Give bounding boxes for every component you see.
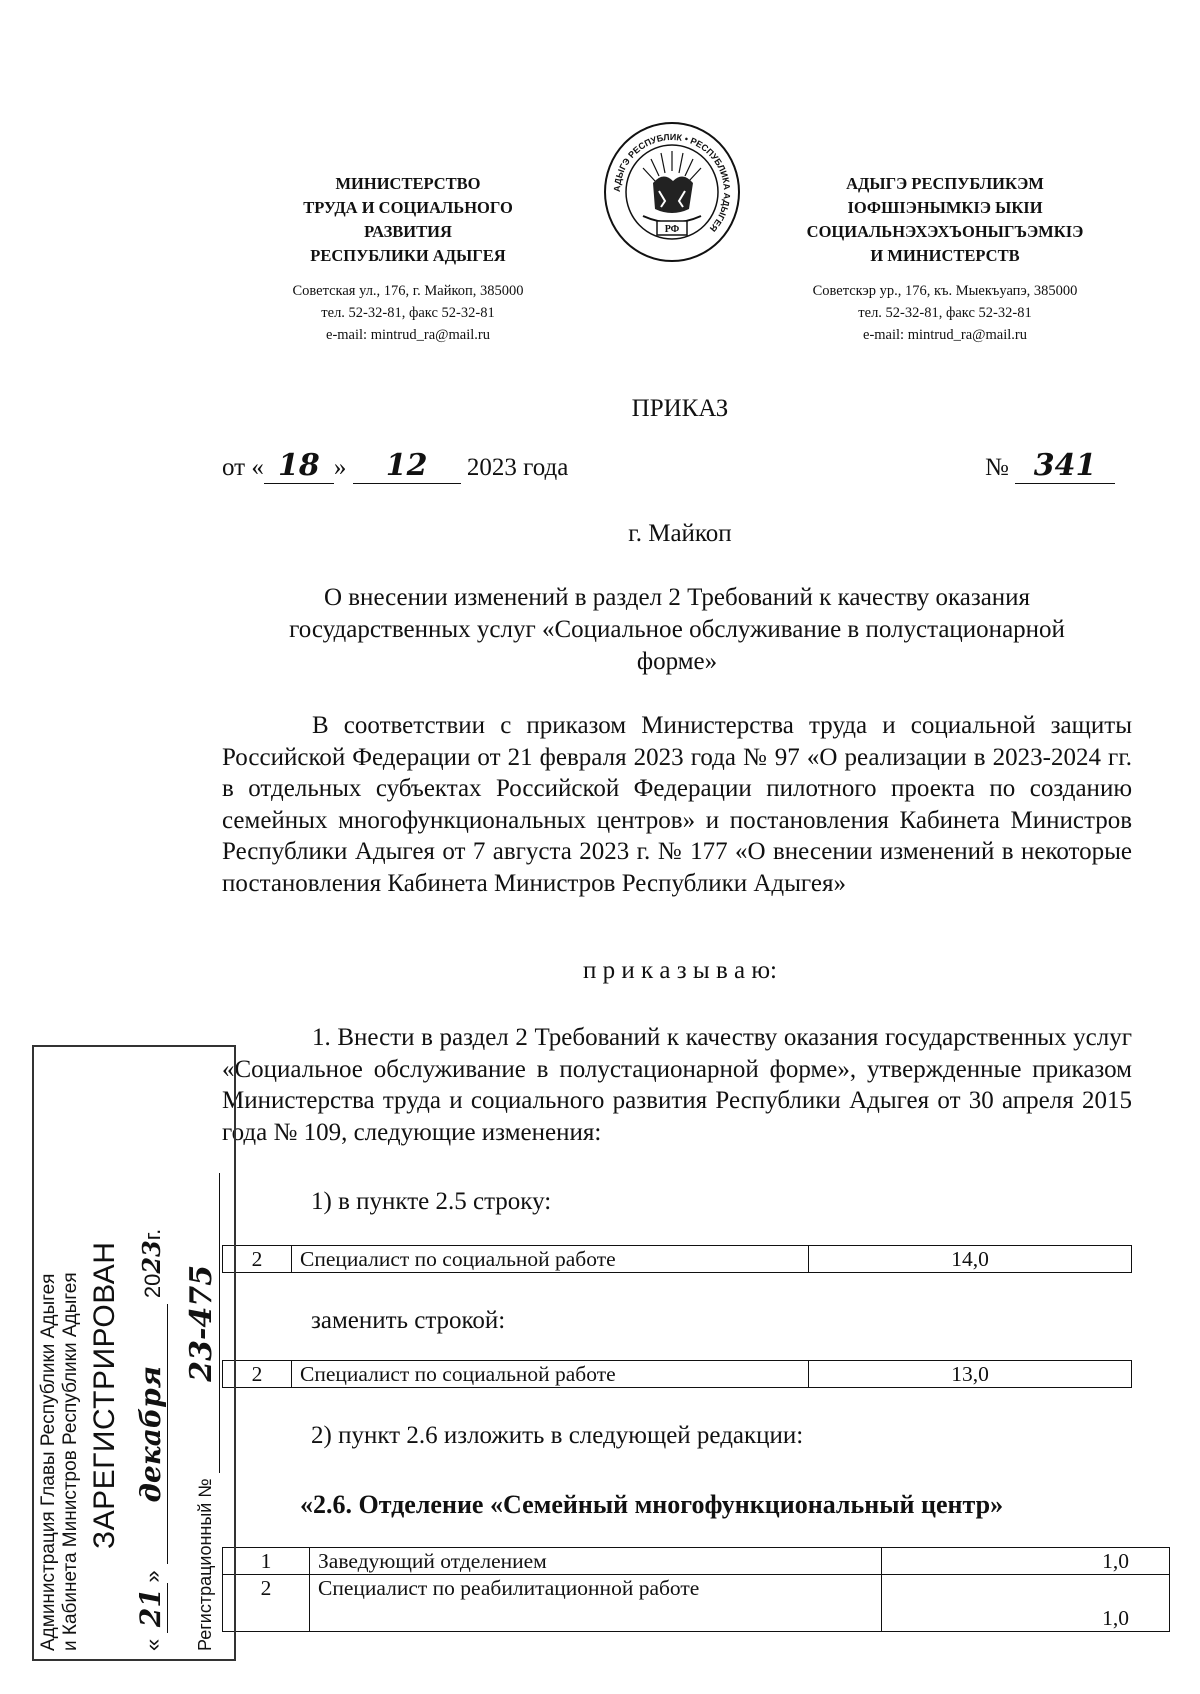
subitem-2: 2) пункт 2.6 изложить в следующей редакции:	[311, 1422, 804, 1449]
title-line: государственных услуг «Социальное обслуживание в полустационарной	[289, 616, 1065, 643]
table-row	[223, 1548, 1170, 1575]
position-name: Специалист по социальной работе	[292, 1246, 809, 1273]
order-number-handwritten: 341	[1033, 448, 1097, 483]
stamp-date-open: «	[140, 1638, 165, 1651]
date-day-handwritten: 18	[277, 448, 320, 483]
registration-stamp	[32, 1045, 236, 1661]
ministry-name-line: РАЗВИТИЯ	[364, 222, 452, 241]
staff-units: 13,0	[809, 1361, 1132, 1388]
ministry-name-line: СОЦИАЛЬНЭХЭХЪОНЫГЪЭМКIЭ	[806, 222, 1084, 241]
ministry-name-line: IОФШIЭНЫМКIЭ ЫКIИ	[847, 198, 1043, 217]
subitem-1: 1) в пункте 2.5 строку:	[311, 1188, 552, 1215]
item-1-paragraph: 1. Внести в раздел 2 Требований к качеству оказания государственных услуг «Социальное обслуживание в полустационарной форме», утвержденные приказом Министерства труда и социального развития Республики Адыгея от 30 апреля 2015 года № 109, следующие изменения:	[222, 1024, 1132, 1146]
stamp-org-line-2: и Кабинета Министров Республики Адыгея	[60, 1272, 81, 1651]
stamp-org-line-1: Администрация Главы Республики Адыгея	[38, 1273, 59, 1651]
stamp-reg-number-handwritten: 23-475	[184, 1264, 219, 1382]
ministry-name-line: АДЫГЭ РЕСПУБЛИКЭМ	[846, 174, 1044, 193]
new-row-table	[222, 1360, 1132, 1388]
number-sign: №	[985, 454, 1009, 481]
staff-units-value: 1,0	[1102, 1606, 1129, 1630]
section-heading: «2.6. Отделение «Семейный многофункциональный центр»	[300, 1490, 1004, 1519]
title-line: форме»	[636, 648, 718, 675]
staff-units: 14,0	[809, 1246, 1132, 1273]
order-number-line	[985, 448, 1135, 488]
date-line	[222, 448, 642, 488]
stamp-year-handwritten: 23	[137, 1240, 166, 1274]
stamp-year-prefix: 20	[140, 1273, 165, 1299]
preamble-paragraph: В соответствии с приказом Министерства труда и социальной защиты Российской Федерации от 21 февраля 2023 года № 97 «О реализации в 2023-2024 гг. в отдельных субъектах Российской Федерации пилотного проекта по созданию семейных многофункциональных центров» и постановления Кабинета Министров Республики Адыгея от 7 августа 2023 г. № 177 «О внесении изменений в некоторые постановления Кабинета Министров Республики Адыгея»	[222, 712, 1132, 897]
position-name: Специалист по социальной работе	[292, 1361, 809, 1388]
ministry-name-line: МИНИСТЕРСТВО	[335, 174, 481, 193]
row-number: 2	[223, 1361, 292, 1388]
stamp-content	[34, 1047, 234, 1659]
stamp-day-handwritten: 21	[134, 1588, 167, 1628]
replace-instruction: заменить строкой:	[311, 1307, 506, 1334]
ministry-name-line: И МИНИСТЕРСТВ	[870, 246, 1020, 265]
republic-emblem	[603, 121, 741, 263]
email-line: e-mail: mintrud_ra@mail.ru	[863, 327, 1027, 343]
ministry-name-ady	[775, 172, 1115, 268]
date-mid: »	[333, 454, 347, 481]
ministry-address-ru	[238, 280, 578, 346]
doc-type: ПРИКАЗ	[631, 395, 729, 422]
table-row	[223, 1361, 1132, 1388]
stamp-reg-label: Регистрационный №	[195, 1478, 215, 1651]
stamp-date-line	[134, 1051, 168, 1651]
document-title	[222, 582, 1132, 678]
email-line: e-mail: mintrud_ra@mail.ru	[326, 327, 490, 343]
date-month-handwritten: 12	[385, 448, 428, 483]
row-number: 2	[223, 1246, 292, 1273]
address-line: Советскэр ур., 176, къ. Мыекъуапэ, 385000	[812, 283, 1078, 299]
section-table	[222, 1547, 1170, 1632]
phone-line: тел. 52-32-81, факс 52-32-81	[858, 305, 1032, 321]
ministry-name-line: РЕСПУБЛИКИ АДЫГЕЯ	[310, 246, 506, 265]
position-name: Заведующий отделением	[310, 1548, 882, 1575]
ministry-name-line: ТРУДА И СОЦИАЛЬНОГО	[303, 198, 513, 217]
row-number: 1	[223, 1548, 310, 1575]
address-line: Советская ул., 176, г. Майкоп, 385000	[292, 283, 524, 299]
emblem-ring-text: АДЫГЭ РЕСПУБЛИК • РЕСПУБЛИКА АДЫГЕЯ	[611, 131, 733, 234]
position-name: Специалист по реабилитационной работе	[310, 1575, 882, 1632]
stamp-status: ЗАРЕГИСТРИРОВАН	[88, 1241, 121, 1549]
date-prefix: от «	[222, 454, 264, 481]
emblem-bottom-text: РФ	[664, 224, 680, 235]
old-row-table	[222, 1245, 1132, 1273]
stamp-reg-line	[184, 1051, 220, 1651]
ministry-name-ru	[248, 172, 568, 268]
staff-units: 1,0	[882, 1548, 1170, 1575]
stamp-year-end: г.	[140, 1228, 165, 1241]
title-line: О внесении изменений в раздел 2 Требований к качеству оказания	[323, 584, 1031, 611]
row-number: 2	[223, 1575, 310, 1632]
phone-line: тел. 52-32-81, факс 52-32-81	[321, 305, 495, 321]
date-year: 2023 года	[466, 454, 569, 481]
staff-units	[882, 1575, 1170, 1632]
table-row	[223, 1246, 1132, 1273]
table-row	[223, 1575, 1170, 1632]
stamp-date-close: »	[140, 1570, 165, 1583]
order-word: п р и к а з ы в а ю:	[583, 957, 777, 984]
ministry-address-ady	[765, 280, 1125, 346]
stamp-month-handwritten: декабря	[134, 1366, 167, 1503]
city: г. Майкоп	[628, 520, 732, 547]
